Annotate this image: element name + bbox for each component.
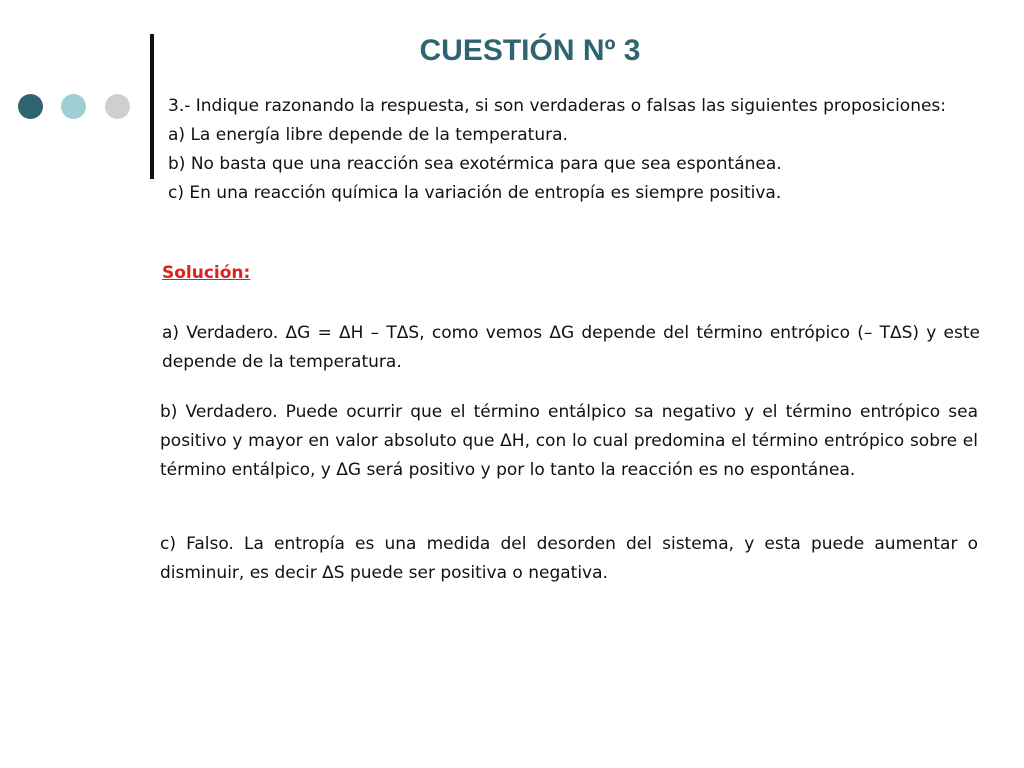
decorative-dot-dark bbox=[18, 94, 43, 119]
answer-c bbox=[160, 530, 978, 588]
question-block bbox=[168, 92, 988, 208]
decorative-dot-gray bbox=[105, 94, 130, 119]
answer-a-text: a) Verdadero. ΔG = ΔH – TΔS, como vemos ΔG depende del término entrópico (– TΔS) y este depende de la temperatura. bbox=[162, 323, 980, 372]
answer-b bbox=[160, 398, 978, 485]
question-intro: 3.- Indique razonando la respuesta, si son verdaderas o falsas las siguientes proposiciones: bbox=[168, 96, 947, 116]
vertical-rule bbox=[150, 34, 154, 179]
question-item-c: c) En una reacción química la variación de entropía es siempre positiva. bbox=[168, 183, 782, 203]
answer-c-text: c) Falso. La entropía es una medida del desorden del sistema, y esta puede aumentar o disminuir, es decir ΔS puede ser positiva o negativa. bbox=[160, 534, 978, 583]
answer-b-text: b) Verdadero. Puede ocurrir que el término entálpico sa negativo y el término entrópico sea positivo y mayor en valor absoluto que ΔH, con lo cual predomina el término entrópico sobre el término entálpico, y ΔG será positivo y por lo tanto la reacción es no espontánea. bbox=[160, 402, 978, 480]
question-item-a: a) La energía libre depende de la temperatura. bbox=[168, 125, 568, 145]
question-item-b: b) No basta que una reacción sea exotérmica para que sea espontánea. bbox=[168, 154, 782, 174]
decorative-dot-light bbox=[61, 94, 86, 119]
slide-title: CUESTIÓN Nº 3 bbox=[419, 34, 641, 67]
answer-a bbox=[162, 319, 980, 377]
solution-label: Solución: bbox=[162, 263, 251, 283]
